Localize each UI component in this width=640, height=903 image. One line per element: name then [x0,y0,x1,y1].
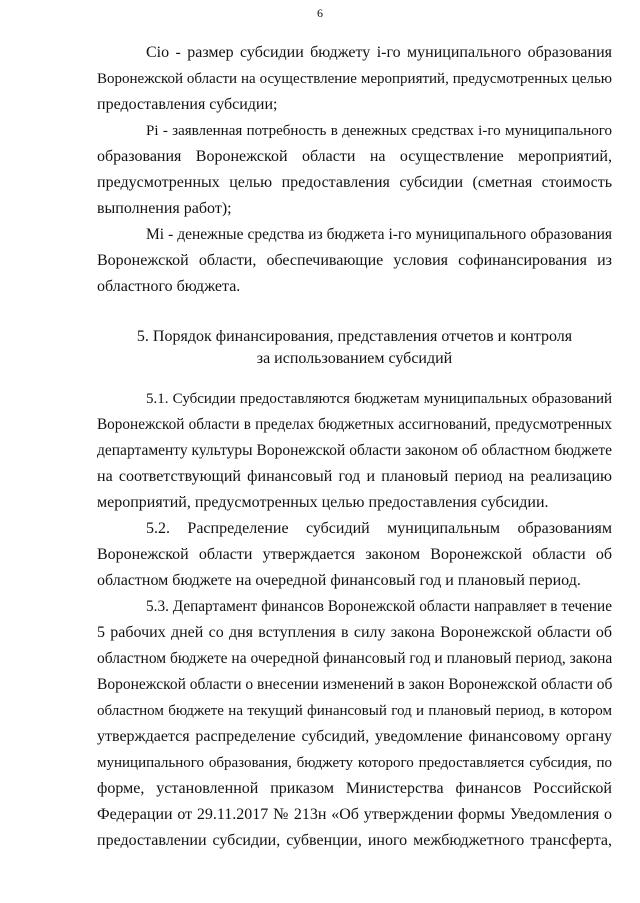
paragraph-5-3-line-9: Федерации от 29.11.2017 № 213н «Об утверждении формы Уведомления о [97,806,612,823]
paragraph-5-3-line-3: областном бюджете на очередной финансовый год и плановый период, закона [97,650,613,667]
paragraph-5-3-line-6: утверждается распределение субсидий, уведомление финансовому органу [97,728,612,745]
definition-pi-line-2: образования Воронежской области на осуществление мероприятий, [97,148,612,165]
paragraph-5-3-line-8: форме, установленной приказом Министерства финансов Российской [97,780,612,797]
paragraph-5-2-line-3: областном бюджете на очередной финансовый год и плановый период. [97,572,581,589]
definition-cio-line-2: Воронежской области на осуществление мероприятий, предусмотренных целью [97,71,612,87]
definition-mi-line-1: Mi - денежные средства из бюджета i-го муниципального образования [146,226,612,243]
paragraph-5-3-line-4: Воронежской области о внесении изменений в закон Воронежской области об [97,676,613,693]
definition-cio-line-3: предоставления субсидии; [97,96,278,113]
page-number: 6 [317,6,323,20]
section-heading-line-1: 5. Порядок финансирования, представления отчетов и контроля [136,328,573,345]
paragraph-5-3-line-5: областном бюджете на текущий финансовый год и плановый период, в котором [97,703,612,719]
paragraph-5-1-line-2: Воронежской области в пределах бюджетных ассигнований, предусмотренных [97,416,612,433]
paragraph-5-1-line-1: 5.1. Субсидии предоставляются бюджетам муниципальных образований [146,391,612,407]
paragraph-5-3-line-10: предоставлении субсидии, субвенции, иного межбюджетного трансферта, [97,832,612,849]
definition-pi-line-4: выполнения работ); [97,200,232,217]
paragraph-5-1-line-4: на соответствующий финансовый год и плановый период на реализацию [97,468,612,485]
definition-mi-line-3: областного бюджета. [97,278,241,295]
paragraph-5-2-line-1: 5.2. Распределение субсидий муниципальным образованиям [146,520,612,537]
paragraph-5-2-line-2: Воронежской области утверждается законом Воронежской области об [97,546,612,563]
paragraph-5-3-line-2: 5 рабочих дней со дня вступления в силу закона Воронежской области об [97,624,612,641]
definition-cio-line-1: Ciо - размер субсидии бюджету i-го муниципального образования [146,44,612,61]
paragraph-5-1-line-3: департаменту культуры Воронежской области законом об областном бюджете [97,442,612,459]
paragraph-5-3-line-1: 5.3. Департамент финансов Воронежской области направляет в течение [146,598,612,615]
paragraph-5-1-line-5: мероприятий, предусмотренных целью предоставления субсидии. [97,494,549,511]
section-heading-line-2: за использованием субсидий [256,350,453,367]
paragraph-5-3-line-7: муниципального образования, бюджету которого предоставляется субсидия, по [97,755,612,771]
definition-mi-line-2: Воронежской области, обеспечивающие условия софинансирования из [97,252,612,269]
definition-pi-line-1: Pi - заявленная потребность в денежных средствах i-го муниципального [146,123,612,139]
definition-pi-line-3: предусмотренных целью предоставления субсидии (сметная стоимость [97,174,612,191]
